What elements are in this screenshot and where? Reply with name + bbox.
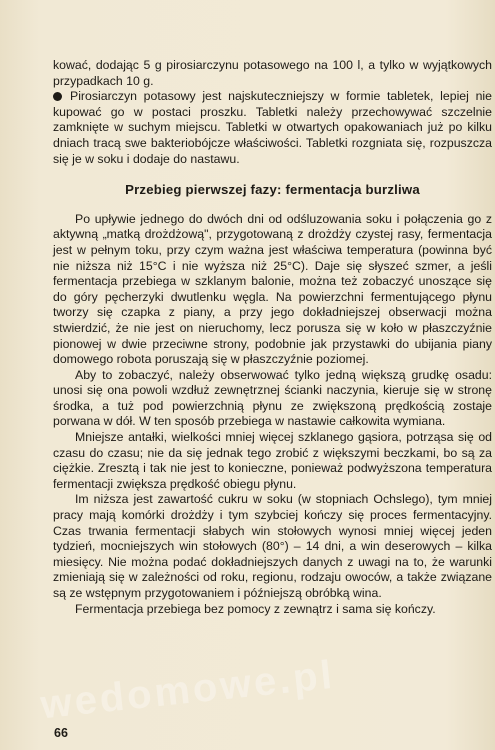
paragraph-2-text: Pirosiarczyn potasowy jest najskuteczniejszy w formie tabletek, lepiej nie kupować go w postaci proszku. Tabletki należy przechowywać szczelnie zamknięte w suchym miejscu. Tabletki w otwartych opakowaniach już po kilku dniach tracą swe bakteriobójcze właściwości. Tabletki rozgniata się, rozpuszcza się je w soku i dodaje do nastawu. (53, 89, 492, 166)
bullet-icon (53, 92, 62, 101)
paragraph-5: Mniejsze antałki, wielkości mniej więcej szklanego gąsiora, potrząsa się od czasu do czasu; nie da się jednak tego zrobić z większymi beczkami, bo są za ciężkie. Zresztą i tak nie jest to konieczne, ponieważ podwyższona temperatura fermentacji zwiększa prędkość obiegu płynu. (53, 430, 492, 491)
page-number: 66 (54, 726, 68, 740)
paragraph-6: Im niższa jest zawartość cukru w soku (w stopniach Ochslego), tym mniej pracy mają komórki drożdży i tym szybciej kończy się proces fermentacyjny. Czas trwania fermentacji słabych win stołowych wynosi mniej więcej jeden tydzień, mocniejszych win stołowych (80°) – 14 dni, a win deserowych – kilka miesięcy. Nie można podać dokładniejszych danych z uwagi na to, że warunki zmieniają się w zależności od roku, regionu, rodzaju owoców, a także związane są ze wstępnym przygotowaniem i późniejszą obróbką wina. (53, 492, 492, 600)
paragraph-2 (53, 89, 492, 167)
section-heading: Przebieg pierwszej fazy: fermentacja burzliwa (125, 182, 420, 198)
paragraph-7: Fermentacja przebiega bez pomocy z zewnątrz i sama się kończy. (75, 601, 436, 616)
page-content (53, 58, 492, 617)
watermark: wedomowe.pl (38, 652, 337, 728)
paragraph-1: kować, dodając 5 g pirosiarczynu potasowego na 100 l, a tylko w wyjątkowych przypadkach 10 g. (53, 58, 492, 88)
paragraph-4: Aby to zobaczyć, należy obserwować tylko jedną większą grudkę osadu: unosi się ona powoli wzdłuż zewnętrznej ścianki naczynia, kieruje się w stronę środka, a tuż pod powierzchnią płynu ze zwiększoną prędkością zostaje porwana w dół. W ten sposób przebiega w nastawie całkowita wymiana. (53, 367, 492, 429)
paragraph-3: Po upływie jednego do dwóch dni od odśluzowania soku i połączenia go z aktywną „matką drożdżową", przygotowaną z drożdży czystej rasy, fermentacja jest w pełnym toku, przy czym ważna jest właściwa temperatura (powinna być nie niższa niż 15°C i nie wyższa niż 25°C). Daje się słyszeć szmer, a jeśli fermentacja przebiega w szklanym balonie, można też zobaczyć unoszące się do góry pęcherzyki dwutlenku węgla. Na powierzchni fermentującego płynu tworzy się czapka z piany, a przy jego dokładniejszej obserwacji można stwierdzić, że nie jest on nieruchomy, lecz porusza się w koło w płaszczyźnie pionowej w dwie przeciwne strony, podobnie jak przystawki do ubijania piany domowego robota poruszają się w płaszczyźnie poziomej. (53, 211, 492, 367)
